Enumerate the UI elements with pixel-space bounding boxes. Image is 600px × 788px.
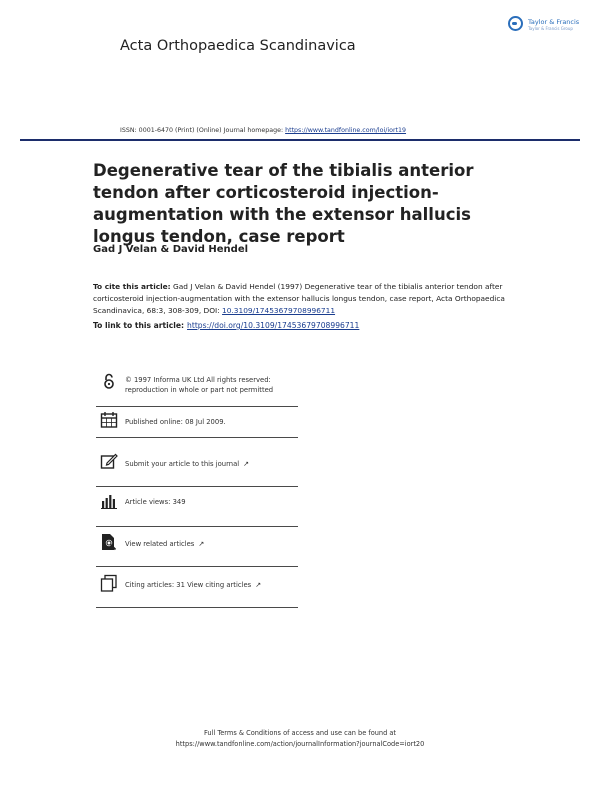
external-link-icon: ↗ (243, 460, 250, 468)
bar-chart-icon (100, 492, 118, 510)
view-citing-articles-link[interactable]: Citing articles: 31 View citing articles ↗ (125, 581, 262, 589)
copyright-text: © 1997 Informa UK Ltd All rights reserved: reproduction in whole or part not permitted (125, 376, 274, 394)
article-link-line (93, 321, 359, 330)
open-access-icon (100, 372, 118, 390)
header-divider (20, 139, 580, 141)
article-authors: Gad J Velan & David Hendel (93, 244, 249, 255)
divider (96, 486, 298, 487)
publisher-tagline: Taylor & Francis Group (528, 26, 573, 31)
citation-label: To cite this article: (93, 282, 171, 291)
related-articles-icon (100, 533, 118, 551)
article-title: Degenerative tear of the tibialis anterior tendon after corticosteroid injection-augmentation with the extensor hallucis longus tendon, case report (93, 161, 474, 246)
divider (96, 566, 298, 567)
journal-title: Acta Orthopaedica Scandinavica (120, 38, 356, 54)
article-link[interactable]: https://doi.org/10.3109/17453679708996711 (187, 321, 360, 330)
submit-article-link[interactable]: Submit your article to this journal ↗ (125, 460, 250, 468)
external-link-icon: ↗ (198, 540, 205, 548)
edit-icon (100, 452, 118, 470)
divider (96, 437, 298, 438)
divider (96, 526, 298, 527)
footer-terms-text: Full Terms & Conditions of access and use can be found at (203, 729, 397, 737)
citation-text: Gad J Velan & David Hendel (1997) Degenerative tear of the tibialis anterior tendon after corticosteroid injection-augmentation with the extensor hallucis longus tendon, case report, Acta Orthopaedica Scandinavica, 68:3, 308-309, DOI: (93, 282, 505, 315)
citation-block (93, 281, 523, 317)
published-date: Published online: 08 Jul 2009. (125, 418, 226, 426)
publisher-brand: Taylor & Francis (528, 18, 580, 26)
footer-journal-link[interactable]: https://www.tandfonline.com/action/journalInformation?journalCode=iort20 (175, 740, 425, 748)
divider (96, 406, 298, 407)
publisher-logo-icon (508, 16, 523, 31)
article-link-label: To link to this article: (93, 321, 185, 330)
citing-articles-icon (100, 574, 118, 592)
publisher-logo[interactable] (508, 14, 588, 42)
issn-text: ISSN: 0001-6470 (Print) (Online) Journal homepage: (120, 127, 286, 134)
view-related-articles-link[interactable]: View related articles ↗ (125, 540, 205, 548)
calendar-icon (100, 411, 118, 429)
footer (100, 728, 500, 750)
divider (96, 607, 298, 608)
journal-homepage-link[interactable]: https://www.tandfonline.com/loi/iort19 (285, 127, 407, 134)
article-views: Article views: 349 (125, 498, 186, 506)
doi-link[interactable]: 10.3109/17453679708996711 (222, 306, 336, 315)
issn-line (120, 127, 406, 134)
external-link-icon: ↗ (255, 581, 262, 589)
